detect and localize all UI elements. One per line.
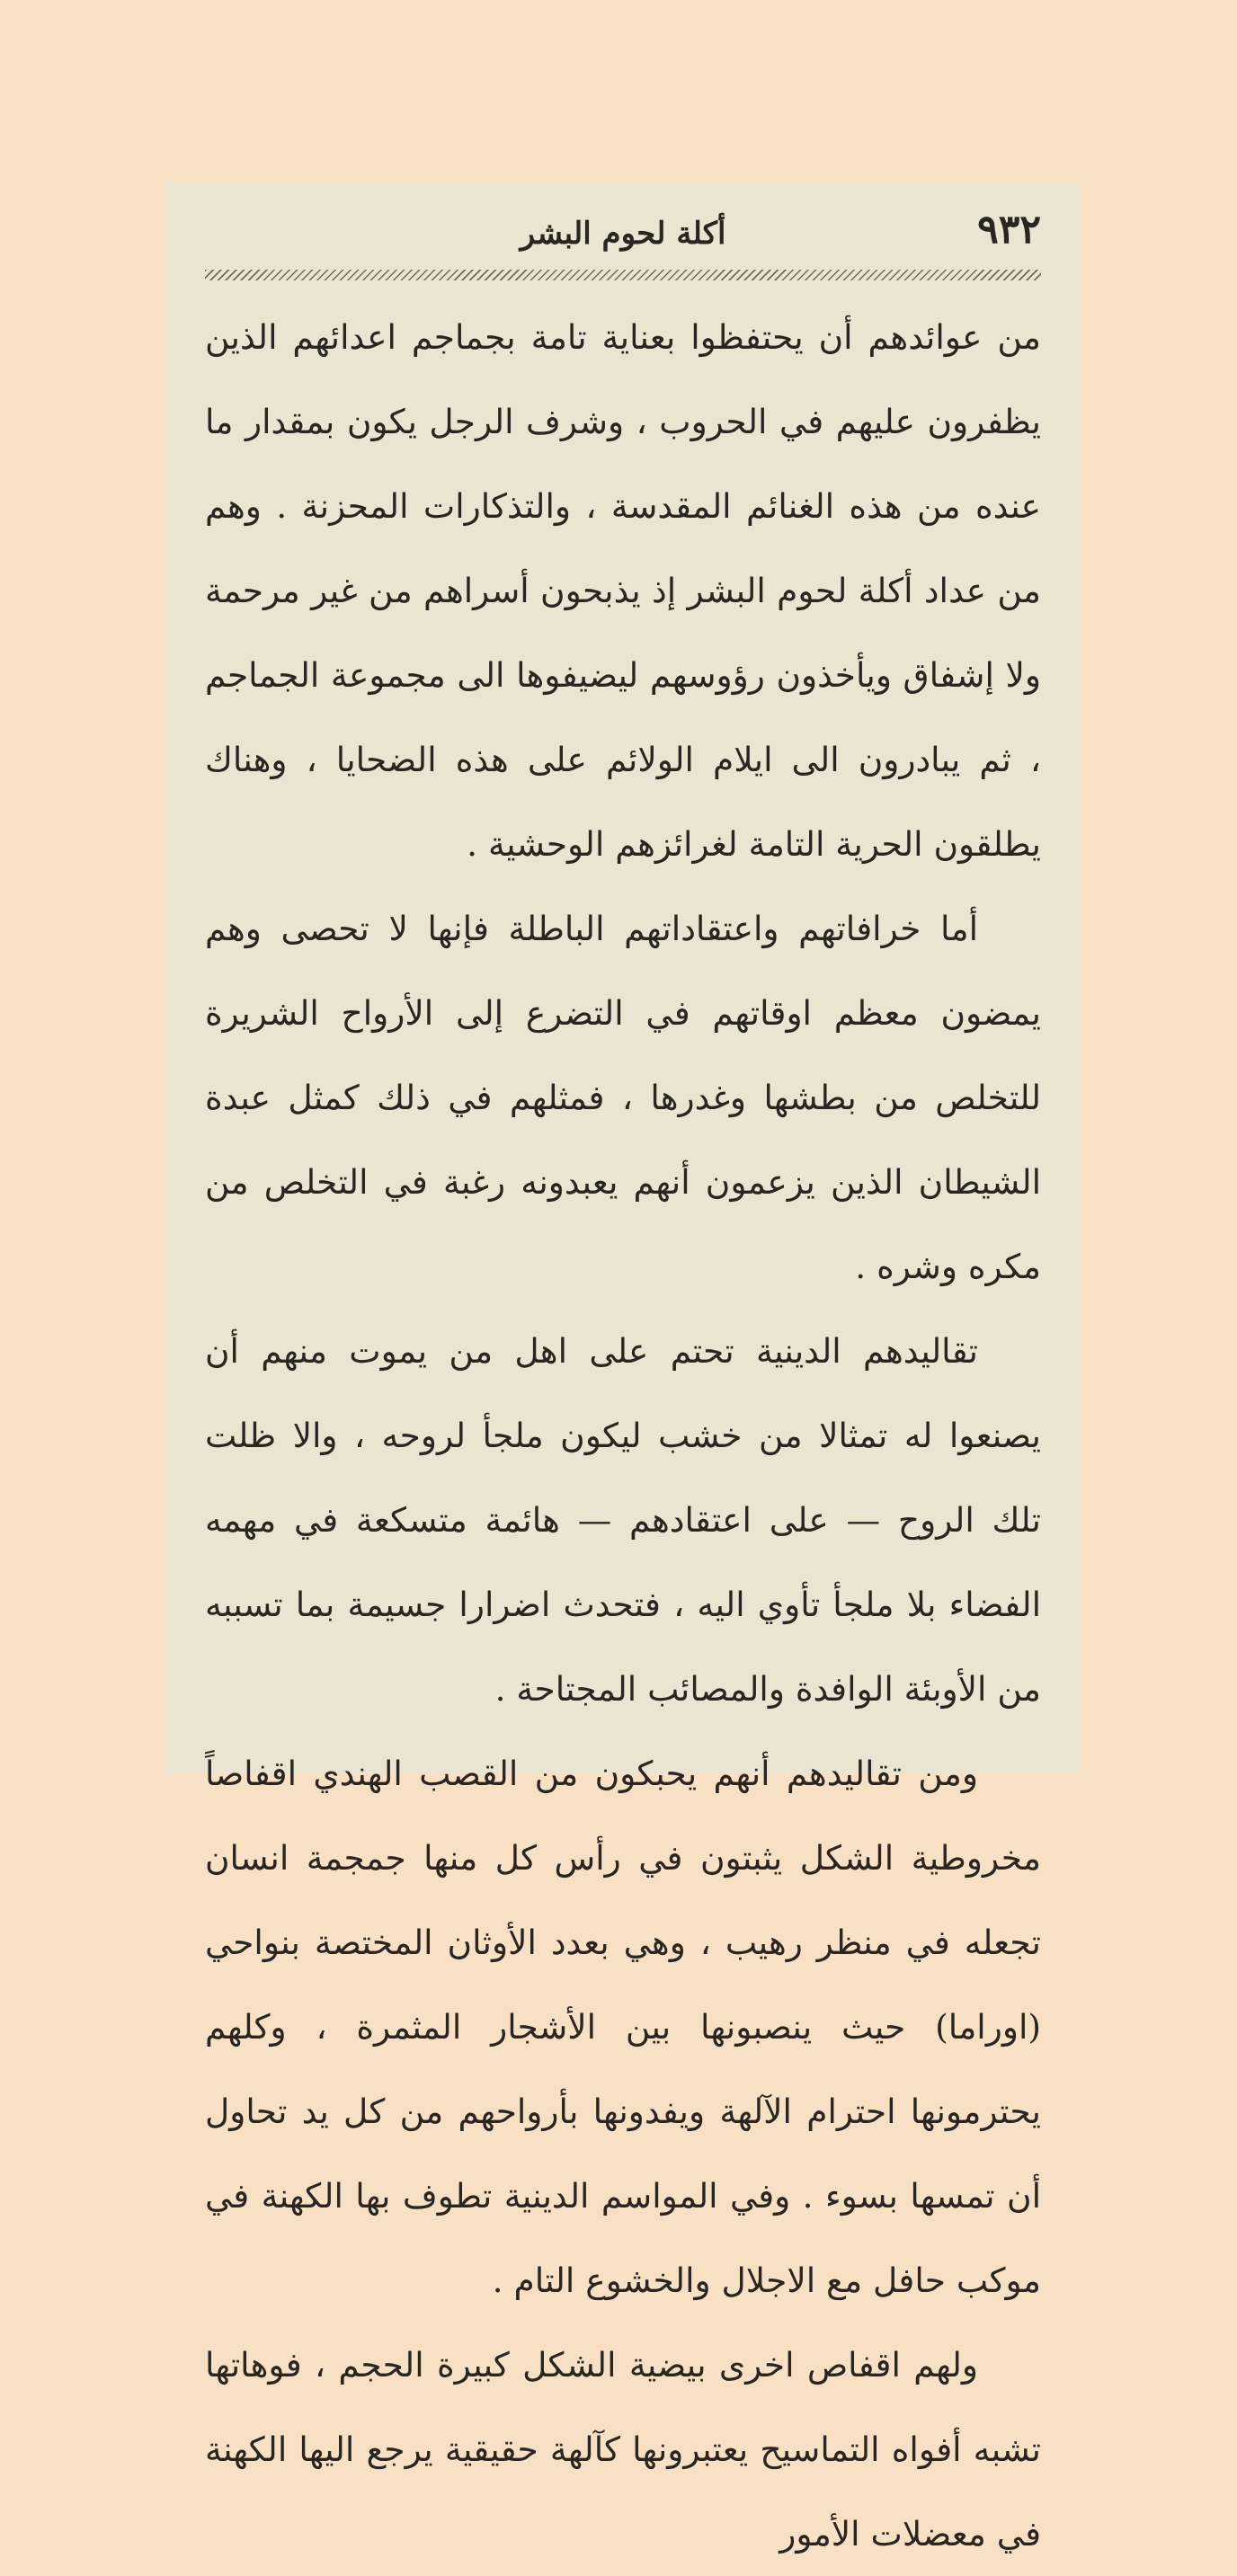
body-text — [205, 295, 1041, 2576]
running-title: أكلة لحوم البشر — [520, 216, 726, 252]
paragraph-1: من عوائدهم أن يحتفظوا بعناية تامة بجماجم اعدائهم الذين يظفرون عليهم في الحروب ، وشرف الرجل يكون بمقدار ما عنده من هذه الغنائم المقدسة ، والتذكارات المحزنة . وهم من عداد أكلة لحوم البشر إذ يذبحون أسراهم من غير مرحمة ولا إشفاق ويأخذون رؤوسهم ليضيفوها الى مجموعة الجماجم ، ثم يبادرون الى ايلام الولائم على هذه الضحايا ، وهناك يطلقون الحرية التامة لغرائزهم الوحشية . — [205, 317, 1041, 864]
paragraph-4: ومن تقاليدهم أنهم يحبكون من القصب الهندي اقفاصاً مخروطية الشكل يثبتون في رأس كل منها جمجمة انسان تجعله في منظر رهيب ، وهي بعدد الأوثان المختصة بنواحي (اوراما) حيث ينصبونها بين الأشجار المثمرة ، وكلهم يحترمونها احترام الآلهة ويفدونها بأرواحهم من كل يد تحاول أن تمسها بسوء . وفي المواسم الدينية تطوف بها الكهنة في موكب حافل مع الاجلال والخشوع التام . — [205, 1754, 1041, 2300]
book-page — [165, 183, 1081, 2554]
page-number: ٩٣٢ — [977, 207, 1041, 253]
paragraph-3: تقاليدهم الدينية تحتم على اهل من يموت منهم أن يصنعوا له تمثالا من خشب ليكون ملجأ لروحه ، والا ظلت تلك الروح — على اعتقادهم — هائمة متسكعة في مهمه الفضاء بلا ملجأ تأوي اليه ، فتحدث اضرارا جسيمة بما تسببه من الأوبئة الوافدة والمصائب المجتاحة . — [205, 1331, 1041, 1709]
paragraph-5: ولهم اقفاص اخرى بيضية الشكل كبيرة الحجم ، فوهاتها تشبه أفواه التماسيح يعتبرونها كآلهة حقيقية يرجع اليها الكهنة في معضلات الأمور — [205, 2345, 1041, 2554]
wavy-divider — [205, 270, 1041, 280]
page-header — [205, 207, 1041, 270]
paragraph-2: أما خرافاتهم واعتقاداتهم الباطلة فإنها لا تحصى وهم يمضون معظم اوقاتهم في التضرع إلى الأرواح الشريرة للتخلص من بطشها وغدرها ، فمثلهم في ذلك كمثل عبدة الشيطان الذين يزعمون أنهم يعبدونه رغبة في التخلص من مكره وشره . — [205, 909, 1041, 1286]
